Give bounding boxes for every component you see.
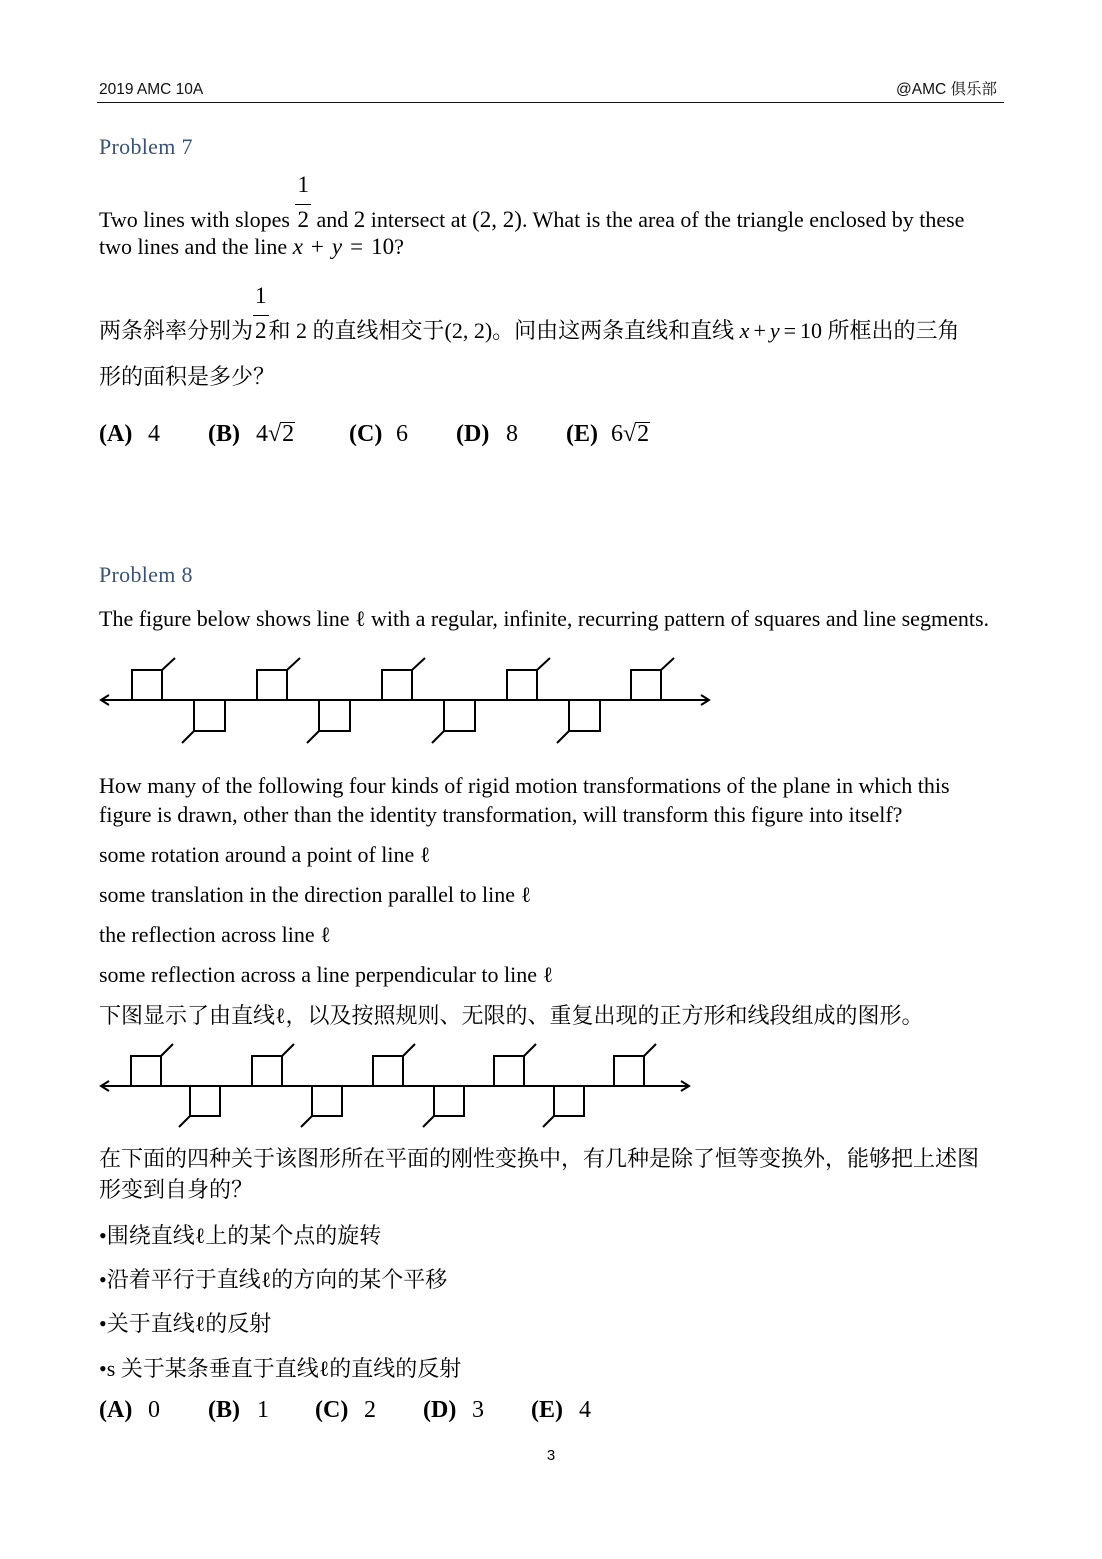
choice-value: 4 [579,1397,591,1423]
choice-a [99,1396,199,1424]
choice-b [208,420,308,448]
p7-en-point: (2, 2) [472,207,522,232]
upper-square [257,670,287,700]
upper-square [614,1056,644,1086]
p7-en-slope-2: 2 [353,207,366,232]
choice-label: (E) [531,1397,563,1423]
upper-segment [287,658,300,670]
header-right-title: @AMC 俱乐部 [896,81,997,98]
fraction-numerator: 1 [255,283,267,308]
lower-square [554,1086,584,1116]
choice-value: 8 [506,421,518,447]
p7-en-line-2 [99,234,404,260]
choice-label: (C) [349,421,383,447]
p7-answer-choices [0,420,1102,448]
eq-equals: = [350,234,364,259]
p7-zh-text-before: 两条斜率分别为 [99,318,254,343]
p8-zh-option-rotation: •围绕直线ℓ上的某个点的旋转 [99,1223,382,1248]
lower-segment [179,1116,190,1127]
pattern-figure-chinese [95,1036,700,1136]
choice-coefficient: 4 [256,421,268,447]
p7-zh-text-mid: 和 2 的直线相交于(2, 2)。问由这两条直线和直线 [268,318,735,343]
lower-square [194,700,225,731]
p7-en-line2-before: two lines and the line [99,234,288,259]
choice-a [99,420,199,448]
upper-segment [644,1044,656,1056]
fraction-bar [295,204,311,205]
choice-value: 6 [396,421,408,447]
lower-square [569,700,600,731]
p8-zh-question-line-2: 形变到自身的？ [99,1177,254,1202]
p7-en-fraction [295,172,311,233]
choice-label: (B) [208,421,240,447]
p8-zh-option-reflection-line: •关于直线ℓ的反射 [99,1311,272,1336]
fraction-denominator: 2 [297,207,309,232]
choice-c [315,1396,415,1424]
p7-en-text-intersect: intersect at [370,207,467,232]
upper-square [382,670,412,700]
choice-value: 4 [148,421,160,447]
p7-zh-text-after: 所框出的三角 [827,318,960,343]
p7-zh-fraction [253,283,269,344]
upper-square [373,1056,403,1086]
fraction-numerator: 1 [297,172,309,197]
p8-answer-choices [0,1396,1102,1424]
p7-zh-line-2: 形的面积是多少？ [99,364,276,389]
lower-square [319,700,350,731]
lower-segment [182,731,194,743]
choice-label: (C) [315,1397,349,1423]
problem-8-title: Problem 8 [99,562,193,587]
choice-c [349,420,449,448]
upper-segment [661,658,674,670]
problem-7-title: Problem 7 [99,134,193,159]
radical-sign: √ [268,421,282,447]
p8-zh-intro: 下图显示了由直线ℓ，以及按照规则、无限的、重复出现的正方形和线段组成的图形。 [99,1003,924,1028]
upper-square [252,1056,282,1086]
eq-x: x [292,234,303,259]
upper-square [132,670,162,700]
upper-segment [282,1044,294,1056]
p8-en-intro: The figure below shows line ℓ with a regular, infinite, recurring pattern of squares and line segments. [99,606,990,631]
upper-segment [537,658,550,670]
choice-b [208,1396,308,1424]
choice-value: 2 [364,1397,376,1423]
choice-value [256,420,295,448]
upper-segment [403,1044,415,1056]
p8-en-question-line-2: figure is drawn, other than the identity transformation, will transform this figure into itself? [99,802,903,827]
lower-segment [423,1116,434,1127]
header-rule [97,102,1004,103]
eq-y: y [331,234,343,259]
lower-square [434,1086,464,1116]
eq-rhs: 10 [371,234,395,259]
choice-coefficient: 6 [611,421,623,447]
lower-segment [543,1116,554,1127]
lower-square [312,1086,342,1116]
fraction-bar [253,315,269,316]
eq-x: x [739,318,750,343]
radical-sign: √ [623,421,637,447]
pattern-figure-english [95,650,720,750]
upper-square [131,1056,161,1086]
choice-label: (A) [99,1397,133,1423]
choice-value: 3 [472,1397,484,1423]
upper-segment [162,658,175,670]
choice-label: (D) [456,421,490,447]
lower-segment [557,731,569,743]
choice-label: (B) [208,1397,240,1423]
eq-y: y [769,318,780,343]
page-number: 3 [546,1447,556,1464]
choice-d [423,1396,523,1424]
choice-d [456,420,556,448]
upper-square [507,670,537,700]
p7-zh-line-1 [99,283,960,344]
upper-segment [161,1044,173,1056]
choice-value: 1 [257,1397,269,1423]
p8-zh-option-translation: •沿着平行于直线ℓ的方向的某个平移 [99,1267,448,1292]
fraction-denominator: 2 [255,318,267,343]
upper-square [494,1056,524,1086]
eq-equals: = [783,318,797,343]
p7-zh-equation [740,318,822,343]
choice-value: 0 [148,1397,160,1423]
choice-e [566,420,666,448]
upper-segment [524,1044,536,1056]
radicand: 2 [282,421,295,447]
p8-en-option-translation: some translation in the direction parallel to line ℓ [99,882,532,907]
p7-en-text-before: Two lines with slopes [99,207,290,232]
p8-en-question-line-1: How many of the following four kinds of rigid motion transformations of the plane in which this [99,773,950,798]
radicand: 2 [637,421,650,447]
eq-plus: + [310,234,324,259]
p8-en-option-reflection-perpendicular: some reflection across a line perpendicular to line ℓ [99,962,554,987]
header-left-title: 2019 AMC 10A [99,81,204,98]
p7-en-text-and: and [316,207,349,232]
p8-zh-question-line-1: 在下面的四种关于该图形所在平面的刚性变换中，有几种是除了恒等变换外，能够把上述图 [99,1146,980,1171]
lower-segment [301,1116,312,1127]
upper-square [631,670,661,700]
p7-en-equation [293,234,394,259]
p7-en-text-after: . What is the area of the triangle enclosed by these [521,207,965,232]
p7-en-line-1 [99,172,965,233]
eq-rhs: 10 [800,318,823,343]
choice-label: (E) [566,421,598,447]
p8-zh-option-reflection-perpendicular: •s 关于某条垂直于直线ℓ的直线的反射 [99,1356,462,1381]
upper-segment [412,658,425,670]
p8-en-option-reflection-line: the reflection across line ℓ [99,922,331,947]
lower-segment [432,731,444,743]
lower-segment [307,731,319,743]
p8-en-option-rotation: some rotation around a point of line ℓ [99,842,431,867]
choice-e [531,1396,631,1424]
choice-label: (A) [99,421,133,447]
p7-en-line2-after: ? [394,234,404,259]
eq-plus: + [753,318,766,343]
choice-label: (D) [423,1397,457,1423]
lower-square [444,700,475,731]
choice-value [611,420,650,448]
lower-square [190,1086,220,1116]
